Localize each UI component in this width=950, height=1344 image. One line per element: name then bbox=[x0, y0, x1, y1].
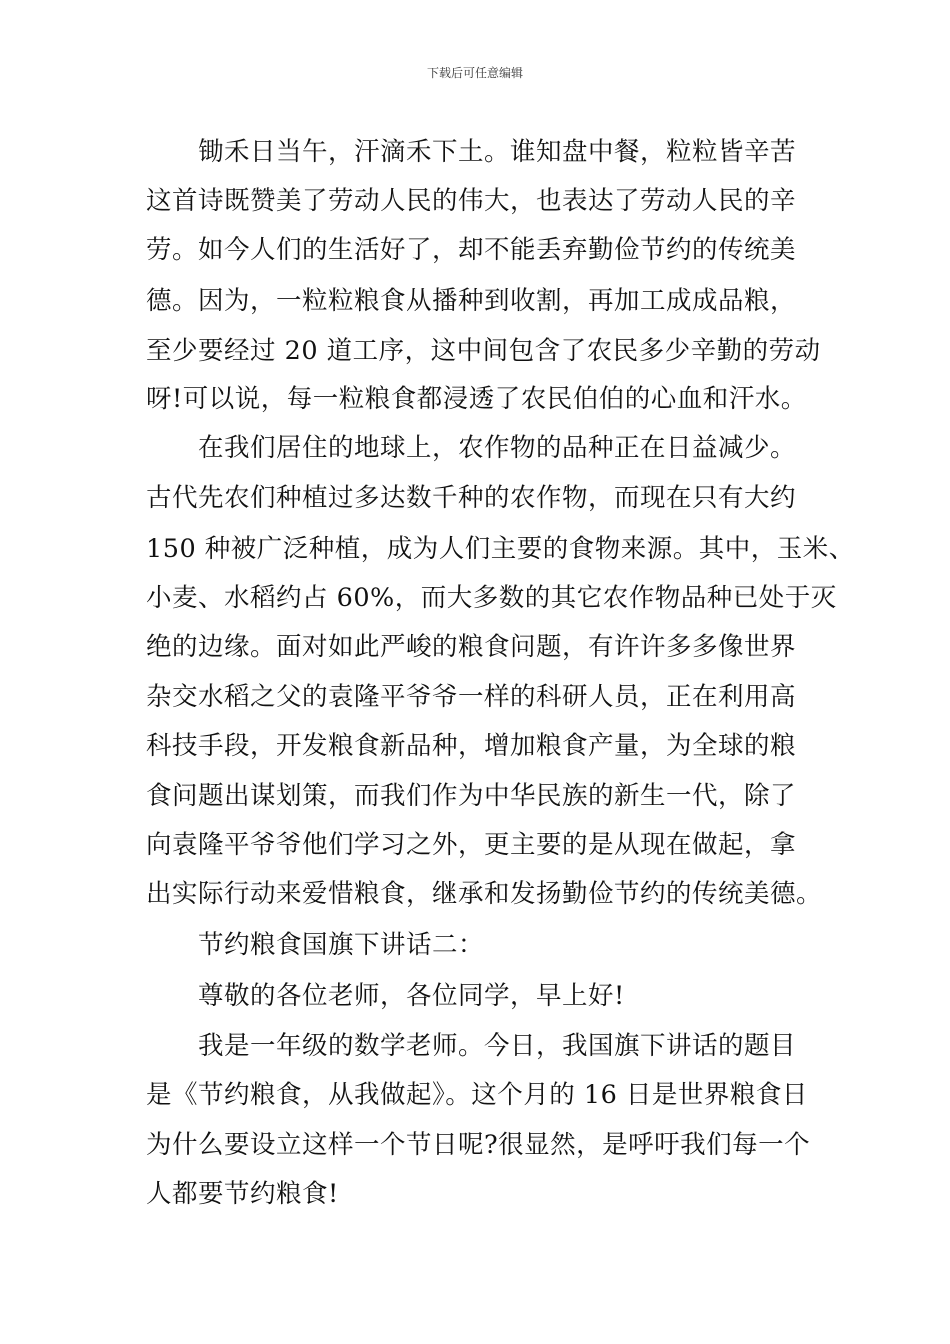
text-line: 绝的边缘。面对如此严峻的粮食问题，有许许多多像世界 bbox=[146, 632, 797, 662]
text-line: 呀!可以说，每一粒粮食都浸透了农民伯伯的心血和汗水。 bbox=[146, 384, 807, 414]
text-line: 食问题出谋划策，而我们作为中华民族的新生一代，除了 bbox=[146, 781, 797, 811]
text-line: 小麦、水稻约占 60%，而大多数的其它农作物品种已处于灭 bbox=[146, 583, 837, 613]
text-line: 是《节约粮食，从我做起》。这个月的 16 日是世界粮食日 bbox=[146, 1080, 808, 1110]
text-line: 为什么要设立这样一个节日呢?很显然，是呼吁我们每一个 bbox=[146, 1130, 811, 1160]
text-line: 向袁隆平爷爷他们学习之外，更主要的是从现在做起，拿 bbox=[146, 830, 797, 860]
text-line: 我是一年级的数学老师。今日，我国旗下讲话的题目 bbox=[198, 1031, 797, 1061]
text-line: 杂交水稻之父的袁隆平爷爷一样的科研人员，正在利用高 bbox=[146, 682, 797, 712]
text-line: 在我们居住的地球上，农作物的品种正在日益减少。 bbox=[198, 433, 797, 463]
text-line: 150 种被广泛种植，成为人们主要的食物来源。其中，玉米、 bbox=[146, 534, 855, 564]
text-line: 劳。如今人们的生活好了，却不能丢弃勤俭节约的传统美 bbox=[146, 235, 797, 265]
text-line: 古代先农们种植过多达数千种的农作物，而现在只有大约 bbox=[146, 483, 797, 513]
text-line: 出实际行动来爱惜粮食，继承和发扬勤俭节约的传统美德。 bbox=[146, 879, 823, 909]
text-line: 人都要节约粮食! bbox=[146, 1179, 339, 1209]
greeting-line: 尊敬的各位老师，各位同学，早上好! bbox=[198, 981, 625, 1011]
header-note: 下载后可任意编辑 bbox=[426, 66, 523, 80]
section-heading: 节约粮食国旗下讲话二： bbox=[198, 930, 485, 960]
text-line: 这首诗既赞美了劳动人民的伟大，也表达了劳动人民的辛 bbox=[146, 186, 797, 216]
text-line: 科技手段，开发粮食新品种，增加粮食产量，为全球的粮 bbox=[146, 731, 797, 761]
text-line: 德。因为，一粒粒粮食从播种到收割，再加工成成品粮， bbox=[146, 286, 797, 316]
text-line: 锄禾日当午，汗滴禾下土。谁知盘中餐，粒粒皆辛苦 bbox=[198, 137, 797, 167]
text-line: 至少要经过 20 道工序，这中间包含了农民多少辛勤的劳动 bbox=[146, 336, 821, 366]
